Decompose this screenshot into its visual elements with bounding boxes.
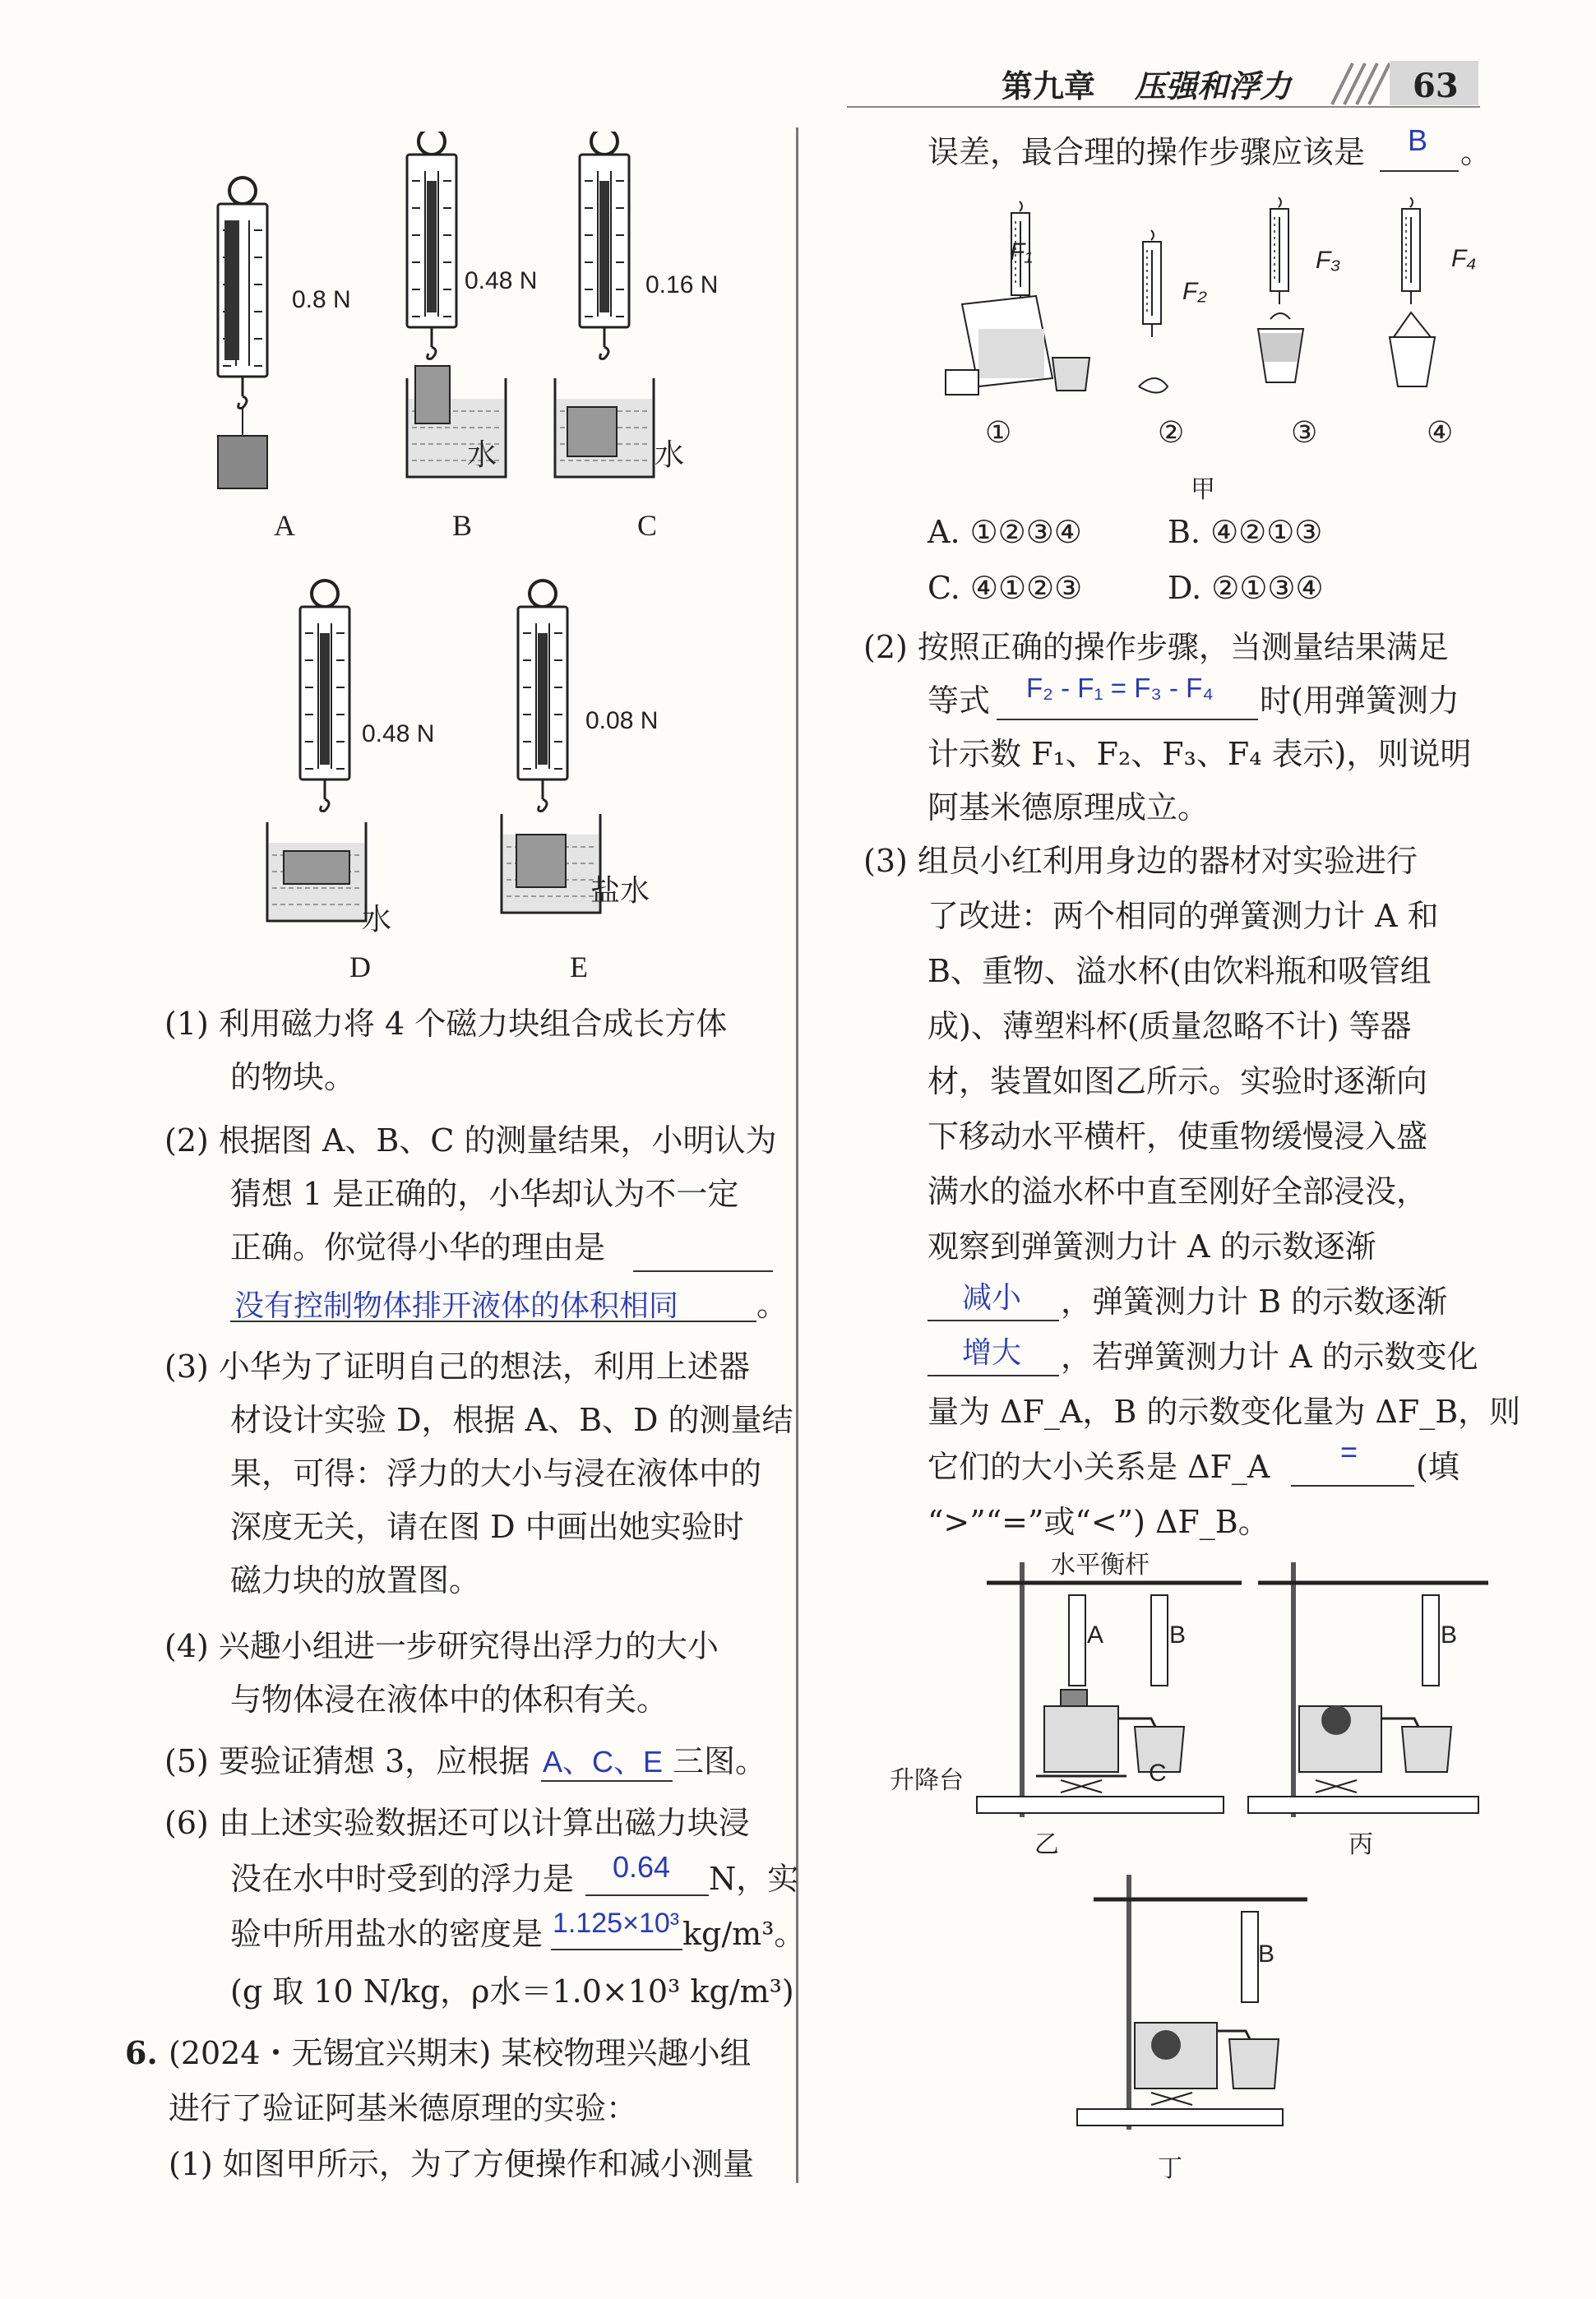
q5-p6-line2-pre: 没在水中时受到的浮力是 (230, 1861, 575, 1897)
page-number: 63 (1413, 67, 1459, 105)
apparatus-platform-label: 升降台 (890, 1767, 964, 1794)
q6-p3-answer3: = (1340, 1435, 1358, 1469)
q5-p5-post: 三图。 (673, 1743, 767, 1779)
apparatus-yi (977, 1562, 1242, 1817)
q5-p6-blank1 (585, 1894, 709, 1896)
apparatus-caption-yi: 乙 (1034, 1831, 1059, 1858)
q5-p3-line4: 深度无关，请在图 D 中画出她实验时 (230, 1509, 744, 1545)
jia-step2 (1139, 230, 1168, 393)
q6-p3-line4: 成)、薄塑料杯(质量忽略不计) 等器 (928, 1008, 1412, 1044)
q6-p3-line9-post: ，弹簧测力计 B 的示数逐渐 (1061, 1284, 1448, 1320)
q5-p6-line3-post: kg/m³。 (682, 1916, 806, 1952)
reading-a: 0.8 N (292, 286, 351, 313)
q5-p3-line3: 果，可得：浮力的大小与浸在液体中的 (230, 1455, 762, 1492)
q6-p3-line11: 量为 ΔF_A，B 的示数变化量为 ΔF_B，则 (928, 1394, 1521, 1430)
q5-p2-end: 。 (756, 1287, 789, 1323)
apparatus-label-c: C (1149, 1760, 1167, 1787)
jia-step3 (1258, 197, 1303, 382)
jia-label-f2: F₂ (1182, 278, 1207, 305)
scale-e (502, 581, 600, 913)
liquid-label-c: 水 (655, 438, 685, 471)
caption-b: B (452, 509, 473, 542)
figure-jia (921, 197, 1513, 444)
apparatus-label-b-bing: B (1441, 1621, 1458, 1649)
q5-p5-blank (541, 1780, 673, 1782)
reading-d: 0.48 N (362, 720, 435, 747)
caption-e: E (570, 951, 588, 983)
q5-p6-line1: (6) 由上述实验数据还可以计算出磁力块浸 (164, 1805, 750, 1841)
q6-p2-line3: 计示数 F₁、F₂、F₃、F₄ 表示)，则说明 (928, 736, 1472, 772)
jia-step4 (1390, 197, 1435, 386)
spring-scale-figures-a-to-e (189, 132, 765, 987)
q5-p3-line5: 磁力块的放置图。 (230, 1562, 481, 1598)
q6-p3-blank1 (928, 1320, 1059, 1321)
q5-p5-answer: A、C、E (543, 1745, 664, 1779)
reading-c: 0.16 N (645, 271, 719, 298)
q6-number: 6. (125, 2034, 158, 2071)
option-a: A. ①②③④ (928, 514, 1082, 550)
jia-step-1: ① (985, 416, 1012, 449)
jia-step1 (946, 201, 1089, 395)
option-c: C. ④①②③ (928, 570, 1083, 606)
q5-p2-blank-a (633, 1270, 773, 1272)
apparatus-label-b-ding: B (1258, 1941, 1275, 1968)
q6-p3-blank2 (928, 1375, 1059, 1376)
apparatus-label-b-yi: B (1169, 1621, 1187, 1649)
q6-p2-line1: (2) 按照正确的操作步骤，当测量结果满足 (863, 629, 1449, 665)
q5-p2-line2: 猜想 1 是正确的，小华却认为不一定 (230, 1176, 739, 1212)
scale-d (267, 581, 366, 921)
reading-b: 0.48 N (465, 267, 538, 294)
apparatus-figures (880, 1546, 1505, 2187)
q5-p6-answer2: 1.125×10³ (553, 1908, 680, 1939)
q6-p2-line2-post: 时(用弹簧测力 (1260, 682, 1460, 719)
caption-c: C (637, 509, 658, 542)
q6-p3-line1: (3) 组员小红利用身边的器材对实验进行 (863, 843, 1418, 879)
scale-c (555, 132, 654, 477)
jia-label-f1: F₁ (1010, 238, 1033, 266)
q6-p3-answer1: 减小 (962, 1280, 1022, 1314)
option-b: B. ④②①③ (1168, 514, 1323, 550)
q5-p6-line3-pre: 验中所用盐水的密度是 (230, 1916, 544, 1952)
apparatus-bar-label: 水平衡杆 (1051, 1552, 1150, 1579)
liquid-label-e: 盐水 (590, 874, 650, 907)
q6-p3-line12-pre: 它们的大小关系是 ΔF_A (928, 1449, 1270, 1485)
q6-p3-line8: 观察到弹簧测力计 A 的示数逐渐 (928, 1228, 1376, 1265)
q6-p3-line3: B、重物、溢水杯(由饮料瓶和吸管组 (928, 953, 1432, 989)
q6-p3-line10-post: ，若弹簧测力计 A 的示数变化 (1061, 1339, 1478, 1375)
q6-intro-line2: 进行了验证阿基米德原理的实验： (169, 2090, 638, 2126)
q5-p1-line1: (1) 利用磁力将 4 个磁力块组合成长方体 (164, 1006, 728, 1042)
q6-intro-line1: (2024・无锡宜兴期末) 某校物理兴趣小组 (169, 2035, 752, 2071)
q5-p3-line1: (3) 小华为了证明自己的想法，利用上述器 (164, 1348, 750, 1385)
q5-p6-blank2 (551, 1949, 682, 1950)
q6-p3-blank3 (1291, 1485, 1414, 1487)
q6-p1-line2-post: 。 (1460, 134, 1492, 170)
liquid-label-b: 水 (467, 438, 497, 471)
jia-step-2: ② (1158, 416, 1185, 449)
q5-p6-line4: (g 取 10 N/kg，ρ水＝1.0×10³ kg/m³) (230, 1973, 794, 2010)
q6-p2-answer: F₂ - F₁ = F₃ - F₄ (1026, 673, 1214, 703)
q6-p2-line4: 阿基米德原理成立。 (928, 789, 1210, 826)
q6-p3-line13: “>”“=”或“<”) ΔF_B。 (928, 1504, 1270, 1540)
q6-p3-line2: 了改进：两个相同的弹簧测力计 A 和 (928, 898, 1439, 934)
jia-caption: 甲 (1191, 476, 1215, 503)
scale-b (407, 132, 506, 477)
q5-p6-answer1: 0.64 (613, 1850, 671, 1884)
q5-p1-line2: 的物块。 (230, 1059, 356, 1095)
apparatus-bing (1248, 1562, 1488, 1817)
q6-p2-line2-pre: 等式 (928, 682, 991, 719)
option-d: D. ②①③④ (1168, 570, 1324, 606)
chapter-title: 压强和浮力 (1135, 67, 1292, 104)
caption-d: D (349, 951, 371, 983)
q6-p1-line1: (1) 如图甲所示，为了方便操作和减小测量 (169, 2146, 754, 2182)
apparatus-caption-bing: 丙 (1349, 1831, 1373, 1858)
q6-p1-blank (1380, 170, 1459, 172)
q5-p4-line2: 与物体浸在液体中的体积有关。 (230, 1681, 668, 1718)
q5-p3-line2: 材设计实验 D，根据 A、B、D 的测量结 (230, 1402, 793, 1438)
q6-p3-line6: 下移动水平横杆，使重物缓慢浸入盛 (928, 1118, 1428, 1154)
q6-p3-line5: 材，装置如图乙所示。实验时逐渐向 (928, 1063, 1428, 1099)
jia-step-3: ③ (1291, 416, 1318, 449)
apparatus-label-a: A (1087, 1621, 1104, 1649)
apparatus-ding (1077, 1875, 1307, 2130)
reading-e: 0.08 N (585, 707, 659, 734)
q5-p2-line3: 正确。你觉得小华的理由是 (230, 1229, 606, 1265)
jia-label-f3: F₃ (1316, 247, 1341, 274)
q6-p3-answer2: 增大 (962, 1335, 1022, 1369)
chapter-label: 第九章 (1002, 67, 1096, 104)
apparatus-caption-ding: 丁 (1158, 2155, 1182, 2182)
q6-p3-line12-post: (填 (1416, 1449, 1460, 1485)
q6-p1-answer: B (1408, 123, 1428, 157)
q5-p6-line2-post: N，实 (709, 1861, 799, 1897)
q5-p5-pre: (5) 要验证猜想 3，应根据 (164, 1743, 530, 1779)
q5-p2-answer: 没有控制物体排开液体的体积相同 (234, 1288, 679, 1322)
q6-p3-line7: 满水的溢水杯中直至刚好全部浸没， (928, 1173, 1428, 1210)
q5-p2-line1: (2) 根据图 A、B、C 的测量结果，小明认为 (164, 1122, 777, 1159)
jia-step-4: ④ (1427, 416, 1454, 449)
q6-p2-blank (997, 719, 1258, 720)
liquid-label-d: 水 (362, 903, 392, 936)
q6-p1-line2-pre: 误差，最合理的操作步骤应该是 (928, 134, 1366, 170)
q5-p4-line1: (4) 兴趣小组进一步研究得出浮力的大小 (164, 1628, 719, 1664)
jia-label-f4: F₄ (1451, 245, 1477, 272)
caption-a: A (274, 509, 295, 542)
header-hatch-icon (1332, 63, 1390, 104)
scale-a (218, 178, 267, 488)
